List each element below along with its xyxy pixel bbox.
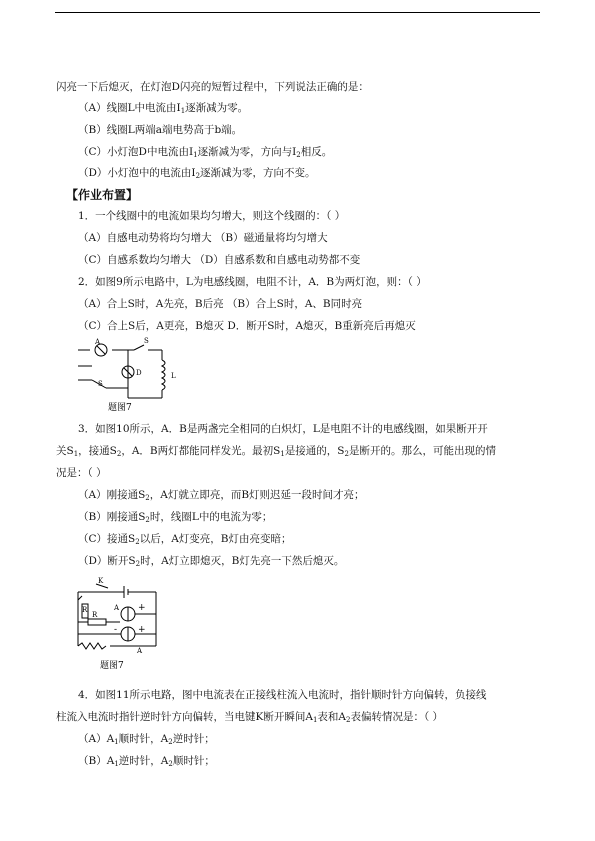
fig2-label-k: K (98, 577, 104, 585)
fig2-label-r1: R (82, 606, 88, 614)
q4-line2: 柱流入电流时指针逆时针方向偏转，当电键K断开瞬间$A_1$表和$A_2$表偏转情况是：（ ） (56, 711, 444, 724)
q1-options-row1: （A）自感电动势将均匀增大 （B）磁通量将均匀增大 (78, 232, 328, 244)
q3-line2: 关$S_1$，接通$S_2$，A．B两灯都能同样发光。最初$S_1$是接通的，$S_2$是断开的。那么，可能出现的情 (56, 445, 496, 458)
q2-options-row2: （C）合上S后，A更亮，B熄灭 D．断开S时，A熄灭，B重新亮后再熄灭 (78, 320, 416, 332)
q4-option-b: $(B)A_1$逆时针，$A_2$顺时针； (78, 755, 215, 768)
q2-figure-caption: 题图7 (108, 403, 132, 413)
fig2-label-a2: A (137, 647, 143, 655)
q4-line1: 4．如图11所示电路，图中电流表在正接线柱流入电流时，指针顺时针方向偏转，负接线 (78, 689, 487, 701)
section-title: 【作业布置】 (66, 188, 139, 202)
q1-stem: 1．一个线圈中的电流如果均匀增大，则这个线圈的：（ ） (78, 210, 346, 222)
q4-option-a: $(A)A_1$顺时针，$A_2$逆时针； (78, 733, 215, 746)
header-rule (55, 12, 540, 13)
intro-option-c: （C）小灯泡D中电流由$I_1$逐渐减为零，方向与$I_2$相反。 (78, 146, 333, 159)
fig2-label-minus: - (114, 625, 118, 635)
q3-option-b: （B）刚接通$S_2$时，线圈L中的电流为零； (78, 511, 273, 524)
q3-option-a: （A）刚接通$S_2$，A灯就立即亮，而B灯则迟延一段时间才亮； (78, 489, 365, 502)
q2-options-row1: （A）合上S时，A先亮，B后亮 （B）合上S时，A、B同时亮 (78, 298, 363, 310)
fig2-label-r2: R (92, 611, 98, 619)
intro-option-a: （A）线圈L中电流由$I_1$逐渐减为零。 (78, 102, 249, 115)
q3-line3: 况是：（ ） (56, 467, 107, 479)
q3-figure-caption: 题图7 (100, 661, 124, 671)
fig1-label-l: L (171, 372, 176, 380)
q3-line1: 3．如图10所示，A．B是两盏完全相同的白炽灯，L是电阻不计的电感线圈，如果断开开 (78, 423, 488, 435)
q3-circuit-figure (68, 574, 172, 672)
fig2-label-plus2: + (138, 625, 146, 635)
fig2-label-plus1: + (138, 603, 146, 613)
intro-option-d: （D）小灯泡中的电流由$I_2$逐渐减为零，方向不变。 (78, 167, 316, 180)
q1-options-row2: （C）自感系数均匀增大 （D）自感系数和自感电动势都不变 (78, 254, 361, 266)
fig1-label-s-lower: S (98, 380, 103, 388)
q2-stem: 2．如图9所示电路中，L为电感线圈，电阻不计，A．B为两灯泡，则：（ ） (78, 276, 427, 288)
fig1-label-s: S (144, 337, 149, 345)
question-intro-text: 闪亮一下后熄灭，在灯泡D闪亮的短暂过程中，下列说法正确的是： (56, 81, 369, 93)
fig1-label-d: D (136, 369, 142, 377)
fig2-label-a1: A (114, 604, 120, 612)
fig1-label-a: A (95, 338, 101, 346)
intro-option-b: （B）线圈L两端a端电势高于b端。 (78, 124, 243, 136)
q3-option-c: （C）接通$S_2$以后，A灯变亮，B灯由亮变暗； (78, 533, 292, 546)
q2-circuit-figure (72, 336, 182, 416)
q3-option-d: （D）断开$S_2$时，A灯立即熄灭，B灯先亮一下然后熄灭。 (78, 555, 345, 568)
